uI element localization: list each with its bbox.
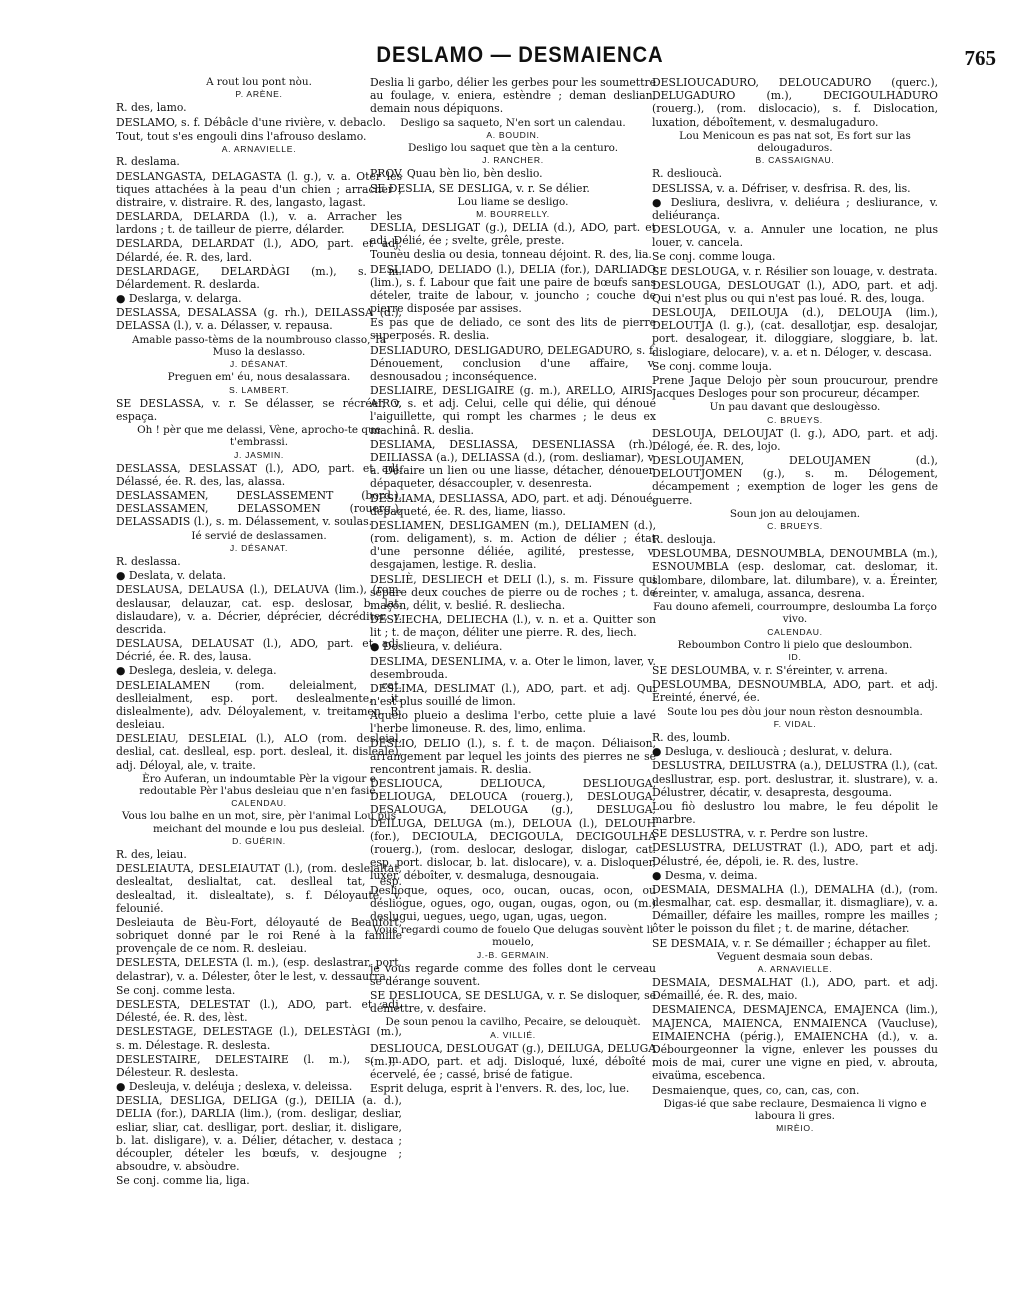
dictionary-entry xyxy=(370,682,656,708)
dictionary-entry xyxy=(370,519,656,572)
entry-text: DESLOUGA, DESLOUGAT (l.), ADO, part. et adj. Qui n'est plus ou qui n'est pas loué. R. des, louga. xyxy=(652,278,938,305)
dictionary-entry xyxy=(116,210,402,236)
quotation xyxy=(652,951,938,974)
entry-text: DESLISSA, v. a. Défriser, v. desfrisa. R. des, lis. xyxy=(652,181,911,195)
entry-text: DESLIAMEN, DESLIGAMEN (m.), DELIAMEN (d.), (rom. deligament), s. m. Action de délier ; état d'une personne déliée, agilité, prestesse, v. desgajamen, lestige. R. deslia. xyxy=(370,518,656,572)
quotation-text: Desligo sa saqueto, N'en sort un calendau. xyxy=(400,116,626,129)
entry-text: DESLASSA, DESLASSAT (l.), ADO, part. et adj. Délassé, ée. R. des, las, alassa. xyxy=(116,461,402,488)
entry-text: Tounèu deslia ou desia, tonneau déjoint. R. des, lia. xyxy=(370,248,652,262)
quotation-author: F. VIDAL. xyxy=(773,718,817,729)
quotation-text: Un pau davant que deslougèsso. xyxy=(709,401,881,414)
quotation-text: Preguen em' éu, nous desalassara. xyxy=(167,371,351,384)
quotation-author: MIRÈIO. xyxy=(776,1123,814,1134)
quotation-author: J. RANCHER. xyxy=(482,155,544,166)
dictionary-entry xyxy=(116,664,402,677)
dictionary-entry xyxy=(370,737,656,777)
quotation xyxy=(652,1098,938,1134)
quotation-text: Reboumbon Contro li pielo que desloumbon. xyxy=(677,638,913,651)
entry-text: ● Desleuja, v. deléuja ; deslexa, v. deleissa. xyxy=(116,1080,353,1094)
entry-text: DESLIA, DESLIGA, DELIGA (g.), DEILIA (a. d.), DELIA (for.), DARLIA (lim.), (rom. desligar, desliar, esliar, sliar, cat. deslligar, port. desliar, it. disligare, b. lat. disligare), v. a. Délier, détacher, v. destaca ; découpler, dételer les bœufs, v. desjougne ; absoudre, v. absòudre. xyxy=(116,1094,402,1174)
dictionary-entry xyxy=(370,182,656,195)
entry-text: DESLAUSA, DELAUSAT (l.), ADO, part. et adj. Décrié, ée. R. des, lausa. xyxy=(116,637,402,664)
entry-text: Deslioque, oques, oco, oucan, oucas, ocon, ou desliogue, ogues, ogo, ougan, ougas, ogon, ou (m.) deslugui, uegues, uego, ugan, ugas, uegon. xyxy=(370,883,656,923)
dictionary-entry xyxy=(652,265,938,278)
quotation-text: Ié servié de deslassamen. xyxy=(191,529,327,542)
entry-text: DESLOUMBA, DESNOUMBLA, ADO, part. et adj. Éreinté, énervé, ée. xyxy=(652,678,938,705)
quotation-author: C. BRUEYS. xyxy=(767,520,823,531)
entry-text: DESLARDA, DELARDA (l.), v. a. Arracher les lardons ; t. de tailleur de pierre, délarder. xyxy=(116,210,402,237)
dictionary-entry xyxy=(652,937,938,950)
dictionary-entry xyxy=(116,130,402,155)
quotation-author: S. LAMBERT. xyxy=(228,384,290,395)
entry-text: DESLIAIRE, DESLIGAIRE (g. m.), ARELLO, AIRIS, AIRO, s. et adj. Celui, celle qui délie, qui dénoue l'aiguillette, qui rompt les charmes ; le deus ex machinâ. R. deslia. xyxy=(370,384,656,437)
entry-text: DESLARDAGE, DELARDÀGI (m.), s. m. Délardement. R. deslarda. xyxy=(116,264,402,291)
entry-text: Deslia li garbo, délier les gerbes pour les soumettre au foulage, v. eniera, estèndre ; deman deslian, demain nous dépiquons. xyxy=(370,76,656,116)
quotation-text: Vous lou balhe en un mot, sire, pèr l'animal Lou pus meichant del mounde e lou pus desleial. xyxy=(121,810,397,835)
entry-text: R. des, lamo. xyxy=(116,101,187,115)
entry-text: Desmaienque, ques, co, can, cas, con. xyxy=(652,1083,860,1097)
quotation-author: CALENDAU. xyxy=(767,626,823,637)
quotation xyxy=(370,1016,656,1039)
dictionary-entry xyxy=(370,655,656,681)
entry-text: DESLANGASTA, DELAGASTA (l. g.), v. a. Oter les tiques attachées à la peau d'un chien ; arracher ; distraire, v. distraire. R. des, langasto, lagast. xyxy=(116,169,402,209)
dictionary-entry xyxy=(652,182,938,195)
entry-text: SE DESMAIA, v. r. Se démailler ; échapper au filet. xyxy=(652,936,931,950)
entry-text: ● Desma, v. deima. xyxy=(652,868,758,882)
entry-text: DESLOUMBA, DESNOUMBLA, DENOUMBLA (m.), ESNOUMBLA (esp. deslomar, cat. deslomar, it. slombare, dilombare, lat. dilumbare), v. a. Éreinter, éreinter, v. amaluga, assanca, desrena. xyxy=(652,547,938,600)
column-right xyxy=(652,76,938,1276)
quotation-text: Soute lou pes dòu jour noun rèston desnoumbla. xyxy=(667,705,923,718)
dictionary-entry xyxy=(116,583,402,636)
entry-text: PROV. Quau bèn lio, bèn deslio. xyxy=(370,167,543,181)
quotation-text: Digas-ié que sabe reclaure, Desmaienca li vigno e laboura li gres. xyxy=(663,1097,927,1122)
quotation-author: D. GUÉRIN. xyxy=(232,835,286,846)
entry-text: DESLESTAIRE, DELESTAIRE (l. m.), s. m. Délesteur. R. deslesta. xyxy=(116,1052,402,1079)
running-head: DESLAMO — DESMAIENCA xyxy=(376,42,664,67)
entry-text: Lou fiò deslustro lou mabre, le feu dépolit le marbre. xyxy=(652,799,938,827)
entry-text: Esprit deluga, esprit à l'envers. R. des, loc, lue. xyxy=(370,1082,630,1096)
dictionary-entry xyxy=(116,170,402,210)
entry-text: DESLIAMA, DESLIASSA, ADO, part. et adj. Dénoué, dépaqueté, ée. R. des, liame, liasso. xyxy=(370,491,656,518)
quotation xyxy=(370,196,656,219)
dictionary-entry xyxy=(652,976,938,1002)
entry-text: DESLIO, DELIO (l.), s. f. t. de maçon. Déliaison, arrangement par lequel les joints des pierres ne se rencontrent jamais. R. deslia. xyxy=(370,736,656,776)
dictionary-entry xyxy=(116,555,402,568)
entry-text: DESLASSAMEN, DESLASSEMENT (bord.), DESLASSAMEN, DELASSOMEN (rouerg.), DELASSADIS (l.), s. m. Délassement, v. soulas. xyxy=(116,489,402,529)
dictionary-entry xyxy=(370,76,656,116)
entry-text: Desleiauta de Bèu-Fort, déloyauté de Beaufort, sobriquet donné par le roi René à la famille provençale de ce nom. R. desleiau. xyxy=(116,915,402,956)
quotation-author: J. DÉSANAT. xyxy=(229,542,289,553)
dictionary-entry xyxy=(116,1025,402,1051)
entry-text: Prene Jaque Delojo pèr soun proucurour, prendre Jacques Desloges pour son procureur, décamper. xyxy=(652,373,938,401)
entry-text: DESLUSTRA, DEILUSTRA (a.), DELUSTRA (l.), (cat. desllustrar, esp. port. deslustrar, it. slustrare), v. a. Délustrer, décatir, v. desapresta, desgouma. xyxy=(652,759,938,799)
entry-text: SE DESLUSTRA, v. r. Perdre son lustre. xyxy=(652,827,869,841)
entry-text: DESLESTA, DELESTAT (l.), ADO, part. et adj. Délesté, ée. R. des, lèst. xyxy=(116,997,402,1025)
dictionary-entry xyxy=(370,709,656,735)
dictionary-entry xyxy=(116,1094,402,1173)
entry-text: DESLOUJA, DEILOUJA (d.), DELOUJA (lim.), DELOUTJA (l. g.), (cat. desallotjar, esp. desalojar, port. desalogear, it. diloggiare, sloggiare, b. lat. dislogiare, delocare), v. a. et n. Déloger, v. descasa. xyxy=(652,306,938,359)
dictionary-entry xyxy=(652,869,938,882)
dictionary-entry xyxy=(652,827,938,840)
entry-text: DESLEIAUTA, DESLEIAUTAT (l.), (rom. desleialtat, deslealtat, deslialtat, cat. deslleal tat, esp. deslealtad, it. dislealtate), s. f. Déloyauté, v. felounié. xyxy=(116,862,402,915)
entry-text: DESLIÈ, DESLIECH et DELI (l.), s. m. Fissure qui sépare deux couches de pierre ou de roches ; t. de maçon, délit, v. beslié. R. desliecha. xyxy=(370,572,656,612)
quotation-text: Èro Auferan, un indoumtable Pèr la vigour e redoutable Pèr l'abus desleiau que n'en fasié. xyxy=(139,772,379,798)
entry-text: DESLOUGA, v. a. Annuler une location, ne plus louer, v. cancela. xyxy=(652,223,938,250)
dictionary-entry xyxy=(652,533,938,546)
dictionary-entry xyxy=(116,1053,402,1079)
dictionary-entry xyxy=(652,664,938,677)
dictionary-entry xyxy=(652,250,938,263)
quotation xyxy=(652,706,938,729)
entry-text: DESLOUJA, DELOUJAT (l. g.), ADO, part. et adj. Délogé, ée. R. des, lojo. xyxy=(652,426,938,453)
entry-text: DESLEIALAMEN (rom. deleialment, cat. deslleialment, esp. port. deslealmente, it. dislealmente), adv. Déloyalement, v. treitamen. R. desleiau. xyxy=(116,678,402,732)
quotation xyxy=(652,401,938,424)
dictionary-entry xyxy=(370,1042,656,1082)
quotation-author: C. BRUEYS. xyxy=(767,414,823,425)
entry-text: DESLIADO, DELIADO (l.), DELIA (for.), DARLIADO (lim.), s. f. Labour que fait une paire de bœufs sans dételer, traite de labour, v. jouncho ; couche de pierre disposée par assises. xyxy=(370,262,656,316)
entry-text: DESLAUSA, DELAUSA (l.), DELAUVA (lim.), (rom. deslausar, delauzar, cat. esp. deslosar, b. lat. dislaudare), v. a. Décrier, déprécier, décréditer, v. descrida. xyxy=(116,583,402,636)
quotation-text: Fau douno afemeli, courroumpre, desloumba La forço vivo. xyxy=(653,600,937,626)
quotation-author: J. DÉSANAT. xyxy=(229,359,289,370)
entry-text: DESLAMO, s. f. Débâcle d'une rivière, v. debaclo. xyxy=(116,115,386,129)
entry-text: DESMAIA, DESMALHA (l.), DEMALHA (d.), (rom. desmalhar, cat. esp. desmallar, it. dismagliare), v. a. Démailler, défaire les mailles, rompre les mailles ; ôter le poisson du filet ; t. de marine, détacher. xyxy=(652,882,938,936)
quotation-text: A rout lou pont nòu. xyxy=(206,76,312,88)
entry-text: DESLESTAGE, DELESTAGE (l.), DELESTÀGI (m.), s. m. Délestage. R. deslesta. xyxy=(116,1025,402,1052)
quotation-text: Lou Menicoun es pas nat sot, Es fort sur las delougaduros. xyxy=(679,129,911,154)
dictionary-entry xyxy=(116,637,402,663)
dictionary-entry xyxy=(652,360,938,373)
dictionary-entry xyxy=(652,800,938,826)
entry-text: R. des, loumb. xyxy=(652,730,731,744)
quotation-text: Soun jon au deloujamen. xyxy=(729,507,861,520)
quotation xyxy=(116,371,402,394)
dictionary-entry xyxy=(370,344,656,384)
dictionary-entry xyxy=(116,1174,402,1187)
quotation xyxy=(116,810,402,846)
dictionary-entry xyxy=(116,984,402,997)
dictionary-entry xyxy=(652,279,938,305)
entry-text: je vous regarde comme des folles dont le cerveau se dérange souvent. xyxy=(370,961,656,988)
entry-text: DESLASSA, DESALASSA (g. rh.), DEILASSA (d.), DELASSA (l.), v. a. Délasser, v. repausa. xyxy=(116,306,402,333)
dictionary-entry xyxy=(370,777,656,882)
quotation-author: ID. xyxy=(788,651,802,662)
quotation-author: P. ARÈNE. xyxy=(235,89,283,100)
entry-text: ● Deslarga, v. delarga. xyxy=(116,292,242,306)
dictionary-entry xyxy=(116,265,402,291)
dictionary-entry xyxy=(116,569,402,582)
entry-text: Se conj. comme louga. xyxy=(652,250,776,264)
entry-text: DESLIECHA, DELIECHA (l.), v. n. et a. Quitter son lit ; t. de maçon, déliter une pierre. R. des, liech. xyxy=(370,613,656,640)
dictionary-entry xyxy=(370,962,656,988)
dictionary-entry xyxy=(116,998,402,1024)
dictionary-entry xyxy=(116,155,402,168)
page-header xyxy=(0,0,1024,70)
entry-text: R. deslama. xyxy=(116,155,180,169)
entry-text: ● Desluga, v. deslioucà ; deslurat, v. delura. xyxy=(652,745,893,759)
entry-text: DESLIOUCA, DESLOUGAT (g.), DEILUGA, DELUGA (m.), ADO, part. et adj. Disloqué, luxé, déboîté ; écervelé, ée ; cassé, brisé de fatigue. xyxy=(370,1041,656,1082)
dictionary-entry xyxy=(652,167,938,180)
quotation-text: Desligo lou saquet que tèn a la centuro. xyxy=(407,141,619,154)
column-middle xyxy=(370,76,656,1276)
dictionary-entry xyxy=(116,116,402,129)
dictionary-entry xyxy=(370,884,656,924)
dictionary-entry xyxy=(116,862,402,915)
quotation xyxy=(116,773,402,809)
dictionary-entry xyxy=(116,916,402,956)
dictionary-entry xyxy=(370,492,656,518)
column-left xyxy=(116,76,402,1276)
dictionary-entry xyxy=(652,223,938,249)
dictionary-entry xyxy=(652,547,938,600)
quotation-text: Vous regardi coumo de fouelo Que delugas souvènt li mouelo, xyxy=(372,924,654,949)
entry-text: DESLIAMA, DESLIASSA, DESENLIASSA (rh.), DEILIASSA (a.), DELIASSA (d.), (rom. desliamar), v. a. Défaire un lien ou une liasse, détacher, dénouer, dépaqueter, désaccoupler, v. desenresta. xyxy=(370,437,656,491)
dictionary-entry xyxy=(652,1084,938,1097)
quotation xyxy=(652,130,938,166)
dictionary-entry xyxy=(116,489,402,529)
dictionary-entry xyxy=(652,731,938,744)
quotation xyxy=(116,530,402,553)
entry-text: SE DESLOUGA, v. r. Résilier son louage, v. destrata. xyxy=(652,264,938,278)
quotation-author: A. ARNAVIELLE. xyxy=(757,964,833,974)
dictionary-entry xyxy=(116,956,402,982)
quotation-author: B. CASSAIGNAU. xyxy=(755,155,835,166)
dictionary-entry xyxy=(652,678,938,704)
dictionary-entry xyxy=(652,454,938,507)
quotation-text: De soun penou la cavilho, Pecaire, se delouquèt. xyxy=(385,1016,641,1029)
dictionary-entry xyxy=(370,221,656,247)
quotation-author: A. VILLIÉ. xyxy=(490,1029,536,1040)
entry-text: DESLESTA, DELESTA (l. m.), (esp. deslastrar, port. delastrar), v. a. Délester, ôter le lest, v. dessaurra. xyxy=(116,956,402,983)
entry-text: R. deslioucà. xyxy=(652,167,723,181)
dictionary-entry xyxy=(370,613,656,639)
entry-text: SE DESLASSA, v. r. Se délasser, se récréer, v. espaça. xyxy=(116,396,402,423)
entry-text: Aquelo plueio a deslima l'erbo, cette pluie a lavé l'herbe limoneuse. R. des, limo, enlima. xyxy=(370,709,656,736)
dictionary-entry xyxy=(652,1003,938,1082)
quotation-author: J. JASMIN. xyxy=(234,449,284,460)
dictionary-entry xyxy=(116,462,402,488)
quotation xyxy=(116,334,402,370)
entry-text: DESLOUJAMEN, DELOUJAMEN (d.), DELOUTJOMEN (g.), s. m. Délogement, décampement ; exemption de loger les gens de guerre. xyxy=(652,454,938,507)
quotation-author: M. BOURRELLY. xyxy=(476,208,550,219)
dictionary-entry xyxy=(652,76,938,129)
dictionary-entry xyxy=(116,848,402,861)
dictionary-entry xyxy=(116,101,402,114)
dictionary-entry xyxy=(116,1080,402,1093)
entry-text: Es pas que de deliado, ce sont des lits de pierre superposés. R. deslia. xyxy=(370,316,656,343)
quotation xyxy=(652,508,938,531)
dictionary-entry xyxy=(370,263,656,316)
entry-text: SE DESLIA, SE DESLIGA, v. r. Se délier. xyxy=(370,181,590,195)
entry-text: ● Deslega, desleia, v. delega. xyxy=(116,664,277,678)
quotation-text: Lou liame se desligo. xyxy=(457,195,569,208)
entry-text: R. deslassa. xyxy=(116,555,181,568)
quotation-text: Amable passo-tèms de la noumbrouso classo, Ta Muso la deslasso. xyxy=(131,333,387,358)
entry-text: DESLIOUCA, DELIOUCA, DESLIOUGA, DELIOUGA, DELOUCA (rouerg.), DESLOUGA, DESALOUGA, DELOUGA (g.), DESLUGA, DEILUGA, DELUGA (m.), DELOUA (l.), DELOUH (for.), DECIOULA, DECIGOULA, DECIGOULHA (rouerg.), (rom. deslocar, deslogar, dislogar, cat. esp. port. dislocar, b. lat. dislocare), v. a. Disloquer, luxer, déboîter, v. desmaluga, desnougaia. xyxy=(370,777,656,883)
dictionary-entry xyxy=(370,384,656,437)
entry-text: Se conj. comme lesta. xyxy=(116,983,236,997)
entry-text: DESMAIA, DESMALHAT (l.), ADO, part. et adj. Démaillé, ée. R. des, maio. xyxy=(652,976,938,1003)
dictionary-entry xyxy=(370,573,656,613)
dictionary-entry xyxy=(652,427,938,453)
quotation xyxy=(116,76,402,99)
dictionary-entry xyxy=(652,745,938,758)
dictionary-entry xyxy=(116,292,402,305)
quotation-author: CALENDAU. xyxy=(231,798,287,809)
entry-text: ● Desliura, deslivra, v. deliéura ; desliurance, v. deliéurança. xyxy=(652,195,938,222)
quotation-author: A. ARNAVIELLE. xyxy=(221,143,297,154)
quotation-text: Veguent desmaia soun debas. xyxy=(717,950,873,963)
quotation xyxy=(370,142,656,165)
dictionary-entry xyxy=(370,640,656,653)
entry-text: DESMAIENCA, DESMAJENCA, EMAJENCA (lim.), MAJENCA, MAIENCA, ENMAIENCA (Vaucluse), EIMAIENCHA (périg.), EMAIENCHA (d.), v. a. Débourgeonner la vigne, enlever les pousses du mois de mai, curer une vigne en pied, v. abrouta, eivaüma, escebenca. xyxy=(652,1003,938,1083)
quotation-author: A. BOUDIN. xyxy=(486,129,540,140)
quotation xyxy=(370,924,656,960)
entry-text: DESLIMA, DESLIMAT (l.), ADO, part. et adj. Qui n'est plus souillé de limon. xyxy=(370,681,656,709)
entry-text: Tout, tout s'es engouli dins l'afrouso deslamo. xyxy=(116,129,367,143)
dictionary-entry xyxy=(370,438,656,491)
entry-text: ● Deslieura, v. deliéura. xyxy=(370,640,503,654)
entry-text: DESLUSTRA, DELUSTRAT (l.), ADO, part et adj. Délustré, ée, dépoli, ie. R. des, lustre. xyxy=(652,841,938,868)
entry-text: Se conj. comme louja. xyxy=(652,359,772,373)
dictionary-entry xyxy=(652,196,938,222)
page-number: 765 xyxy=(964,46,996,70)
entry-text: DESLIMA, DESENLIMA, v. a. Oter le limon, laver, v. desembrouda. xyxy=(370,654,656,681)
dictionary-entry xyxy=(370,316,656,342)
entry-text: R. deslouja. xyxy=(652,533,716,547)
dictionary-entry xyxy=(652,306,938,359)
dictionary-entry xyxy=(370,1082,656,1095)
entry-text: DESLARDA, DELARDAT (l.), ADO, part. et adj. Délardé, ée. R. des, lard. xyxy=(116,237,402,264)
dictionary-entry xyxy=(116,306,402,332)
dictionary-entry xyxy=(370,248,656,261)
dictionary-entry xyxy=(652,883,938,936)
quotation xyxy=(652,639,938,662)
entry-text: DESLEIAU, DESLEIAL (l.), ALO (rom. desleial, deslial, cat. deslleal, esp. port. desleal, it. disleale), adj. Déloyal, ale, v. traite. xyxy=(116,732,402,772)
dictionary-entry xyxy=(370,167,656,180)
dictionary-entry xyxy=(116,237,402,263)
entry-text: SE DESLOUMBA, v. r. S'éreinter, v. arrena. xyxy=(652,664,888,678)
quotation-author: J.-B. GERMAIN. xyxy=(476,949,550,960)
entry-text: Se conj. comme lia, liga. xyxy=(116,1174,250,1188)
entry-text: ● Deslata, v. delata. xyxy=(116,569,227,583)
entry-text: R. des, leiau. xyxy=(116,848,187,862)
quotation xyxy=(652,601,938,637)
entry-text: DESLIOUCADURO, DELOUCADURO (querc.), DELUGADURO (m.), DECIGOULHADURO (rouerg.), (rom. dislocacio), s. f. Dislocation, luxation, déboîtement, v. desmalugaduro. xyxy=(652,76,938,129)
dictionary-entry xyxy=(370,989,656,1015)
dictionary-entry xyxy=(116,732,402,772)
quotation-text: Oh ! pèr que me delassi, Vène, aprocho-te que t'embrassi. xyxy=(137,424,381,449)
quotation xyxy=(370,117,656,140)
entry-text: DESLIA, DESLIGAT (g.), DELIA (d.), ADO, part. et adj. Délié, ée ; svelte, grêle, preste. xyxy=(370,221,656,248)
dictionary-entry xyxy=(652,841,938,867)
entry-text: SE DESLIOUCA, SE DESLUGA, v. r. Se disloquer, se démettre, v. desfaire. xyxy=(370,989,656,1016)
dictionary-entry xyxy=(652,759,938,799)
dictionary-entry xyxy=(652,374,938,400)
quotation xyxy=(116,424,402,460)
entry-text: DESLIADURO, DESLIGADURO, DELEGADURO, s. f. Dénouement, conclusion d'une affaire, v. desnousadou ; inconséquence. xyxy=(370,343,656,383)
dictionary-entry xyxy=(116,679,402,732)
dictionary-entry xyxy=(116,397,402,423)
